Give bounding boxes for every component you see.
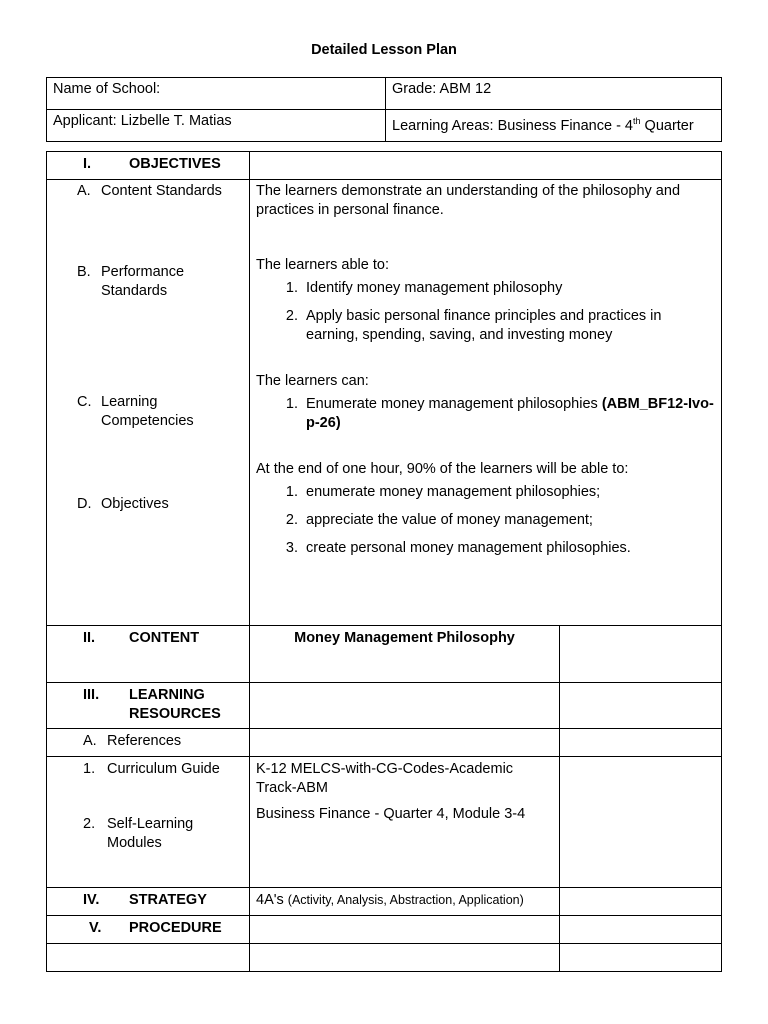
learning-competencies-intro: The learners can: <box>256 373 369 389</box>
list-item: 2. Apply basic personal finance principles and practices in earning, spending, saving, and investing money <box>302 307 715 345</box>
procedure-section-header: V. PROCEDURE <box>47 916 250 944</box>
learning-areas-cell <box>386 110 722 142</box>
objectives-section-header: I. OBJECTIVES <box>47 152 250 180</box>
references-label: A. References <box>47 729 250 757</box>
curriculum-guide-value: K-12 MELCS-with-CG-Codes-Academic Track-ABM <box>256 761 514 796</box>
grade-label: Grade: ABM 12 <box>392 81 492 97</box>
lesson-plan-table <box>46 151 722 972</box>
learning-competencies-list <box>256 395 715 433</box>
learning-areas-sup: th <box>633 116 641 126</box>
grade-cell <box>386 78 722 110</box>
objectives-d-label: D. Objectives <box>77 496 169 512</box>
learning-areas-tail: Quarter <box>640 117 694 134</box>
performance-standards-list <box>256 279 715 345</box>
learning-areas-label: Learning Areas: Business Finance - 4 <box>392 117 633 134</box>
objectives-empty-cell <box>250 152 722 180</box>
references-empty-cell <box>250 729 560 757</box>
list-item: 1. Identify money management philosophy <box>302 279 715 298</box>
empty-cell <box>250 944 560 972</box>
resource-labels-cell <box>47 757 250 888</box>
applicant-cell <box>47 110 386 142</box>
strategy-value: 4A's (Activity, Analysis, Abstraction, Application) <box>250 888 560 916</box>
strategy-section-header: IV. STRATEGY <box>47 888 250 916</box>
procedure-empty-cell <box>250 916 560 944</box>
references-empty-cell-2 <box>560 729 722 757</box>
content-section-header: II. CONTENT <box>47 626 250 683</box>
modules-value: Business Finance - Quarter 4, Module 3-4 <box>256 806 526 822</box>
header-table <box>46 77 722 142</box>
empty-cell <box>47 944 250 972</box>
learning-competencies-label: C. Learning Competencies <box>77 394 194 429</box>
resource-empty-cell <box>560 757 722 888</box>
document-title: Detailed Lesson Plan <box>311 42 457 58</box>
strategy-empty-cell <box>560 888 722 916</box>
performance-standards-intro: The learners able to: <box>256 257 389 273</box>
content-empty-cell <box>560 626 722 683</box>
empty-cell <box>560 944 722 972</box>
list-item: 3. create personal money management philosophies. <box>302 539 715 558</box>
modules-label: 2. Self-Learning Modules <box>83 816 194 851</box>
strategy-detail: (Activity, Analysis, Abstraction, Application) <box>287 893 524 907</box>
resources-empty-cell-2 <box>560 683 722 729</box>
list-item: 1. enumerate money management philosophies; <box>302 483 715 502</box>
school-label: Name of School: <box>53 81 161 97</box>
objectives-labels-cell <box>47 180 250 626</box>
applicant-label: Applicant: Lizbelle T. Matias <box>53 113 232 129</box>
curriculum-guide-label: 1. Curriculum Guide <box>83 761 220 777</box>
list-item: 2. appreciate the value of money management; <box>302 511 715 530</box>
competency-code: (ABM_BF12-Ivo-p-26) <box>306 396 714 431</box>
objectives-list <box>256 483 715 558</box>
content-standards-label: A. Content Standards <box>77 183 222 199</box>
performance-standards-label: B. Performance Standards <box>77 264 185 299</box>
school-cell <box>47 78 386 110</box>
content-standards-text: The learners demonstrate an understanding of the philosophy and practices in personal finance. <box>256 183 681 218</box>
list-item: 1. Enumerate money management philosophies (ABM_BF12-Ivo-p-26) <box>302 395 715 433</box>
resources-empty-cell <box>250 683 560 729</box>
resource-values-cell <box>250 757 560 888</box>
objectives-details-cell <box>250 180 722 626</box>
content-value: Money Management Philosophy <box>250 626 560 683</box>
objectives-intro: At the end of one hour, 90% of the learners will be able to: <box>256 461 629 477</box>
procedure-empty-cell-2 <box>560 916 722 944</box>
resources-section-header: III. LEARNING RESOURCES <box>47 683 250 729</box>
